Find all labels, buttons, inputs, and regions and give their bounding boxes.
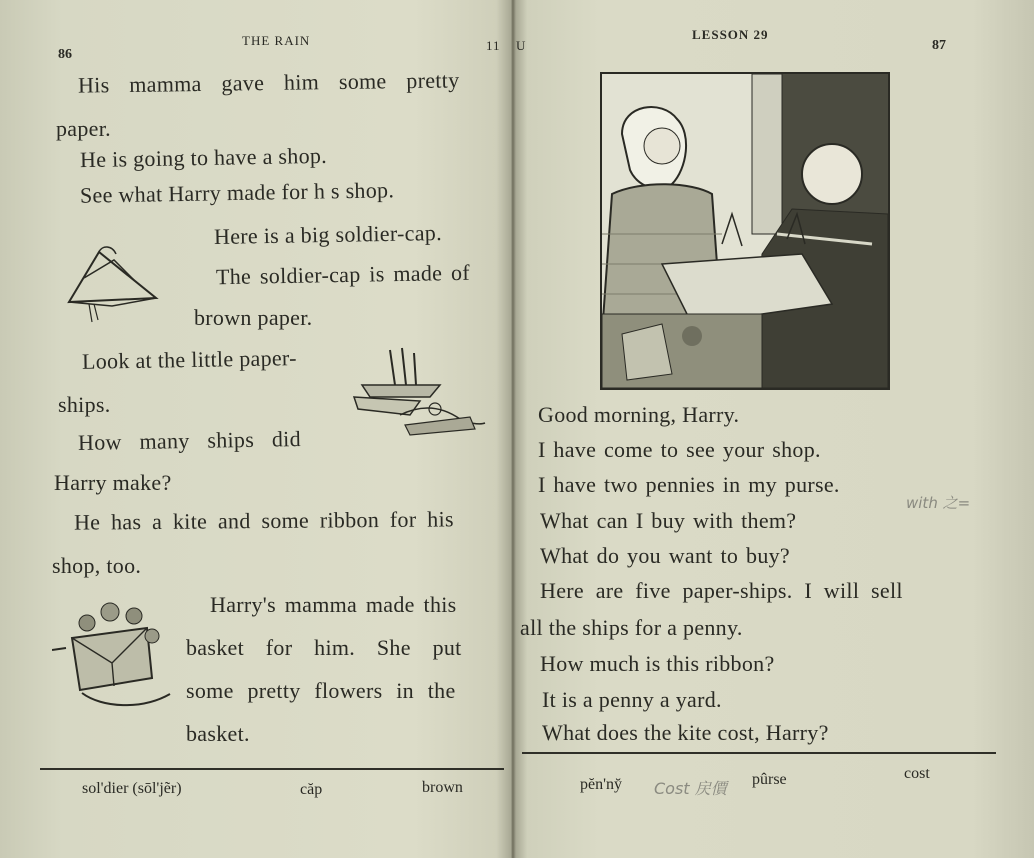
- footer-rule-right: [522, 752, 996, 754]
- text-line: some pretty flowers in the: [186, 678, 456, 703]
- footer-word: căp: [300, 781, 323, 798]
- text-line: His mamma gave him some pretty: [77, 67, 460, 98]
- flower-basket-icon: [52, 598, 180, 718]
- paper-ship-icon: [350, 345, 490, 440]
- text-line: all the ships for a penny.: [520, 615, 743, 640]
- text-line: Here is a big soldier-cap.: [213, 220, 443, 249]
- footer-handwriting: Cost 戻價: [654, 779, 727, 798]
- text-line: Look at the little paper-: [81, 345, 297, 374]
- shop-scene-picture: [600, 72, 890, 390]
- running-head-left: THE RAIN: [242, 33, 311, 48]
- text-line: The soldier-cap is made of: [215, 259, 471, 290]
- text-line: He has a kite and some ribbon for his: [73, 506, 454, 535]
- text-line: How much is this ribbon?: [540, 651, 775, 676]
- right-page: [514, 0, 1034, 858]
- text-line: basket for him. She put: [186, 635, 462, 660]
- text-line: What can I buy with them?: [540, 508, 797, 533]
- soldier-cap-icon: [64, 240, 164, 330]
- text-line: paper.: [56, 116, 111, 141]
- text-line: ships.: [58, 392, 111, 417]
- corner-mark-right: U: [516, 38, 527, 53]
- text-line: How many ships did: [77, 426, 302, 455]
- running-head-right: LESSON 29: [692, 27, 769, 42]
- page-number-right: 87: [932, 38, 946, 53]
- page-number-left: 86: [58, 47, 72, 62]
- text-line: Harry make?: [54, 470, 172, 495]
- text-line: Harry's mamma made this: [210, 592, 457, 617]
- margin-note: with 之=: [906, 494, 971, 512]
- text-line: What do you want to buy?: [540, 543, 790, 568]
- text-line: shop, too.: [52, 553, 142, 578]
- footer-word: pĕn'ny̆: [580, 776, 622, 793]
- text-line: Here are five paper-ships. I will sell: [540, 578, 903, 603]
- footer-word: pûrse: [752, 771, 787, 788]
- footer-word: sol'dier (sōl'jẽr): [82, 780, 182, 797]
- footer-word: brown: [422, 779, 463, 796]
- text-line: See what Harry made for h s shop.: [79, 177, 395, 208]
- left-page: [0, 0, 510, 858]
- text-line: I have come to see your shop.: [538, 437, 821, 462]
- text-line: brown paper.: [194, 305, 313, 330]
- text-line: What does the kite cost, Harry?: [542, 720, 829, 745]
- text-line: It is a penny a yard.: [542, 687, 722, 712]
- footer-rule-left: [40, 768, 504, 770]
- text-line: Good morning, Harry.: [538, 402, 740, 427]
- footer-word: cost: [904, 765, 930, 782]
- text-line: I have two pennies in my purse.: [538, 472, 840, 497]
- text-line: basket.: [186, 721, 250, 746]
- corner-mark-left: 11: [486, 38, 501, 53]
- text-line: He is going to have a shop.: [79, 142, 328, 173]
